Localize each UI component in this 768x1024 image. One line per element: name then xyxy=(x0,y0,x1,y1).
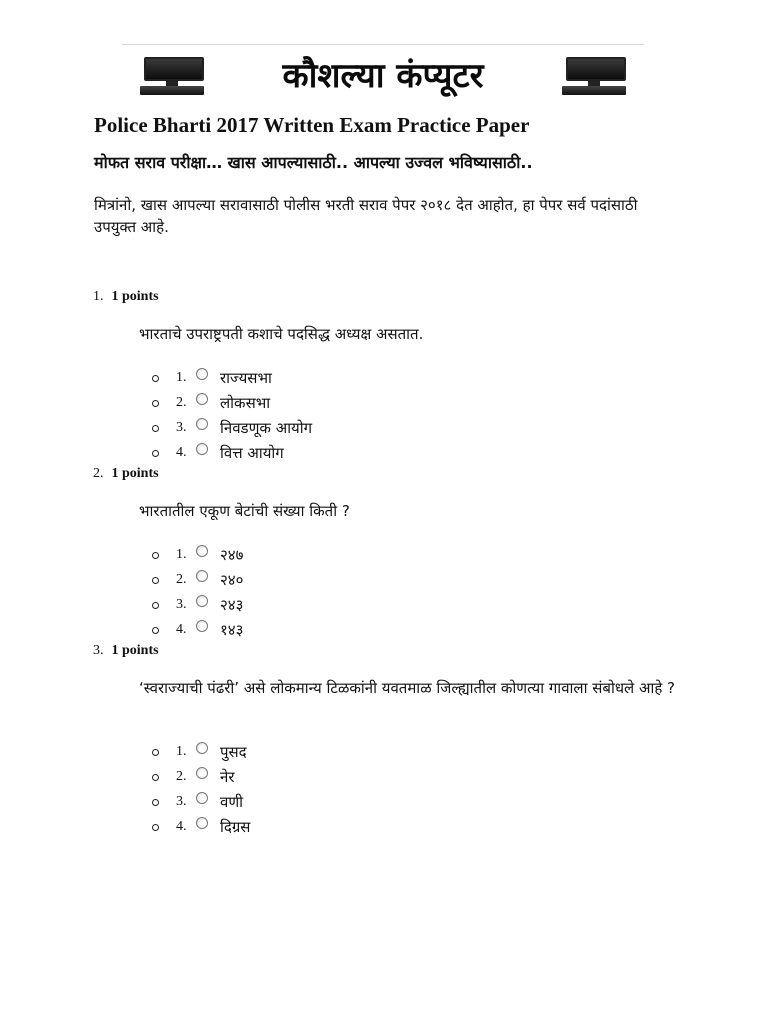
option-label[interactable]: २४० xyxy=(220,571,244,589)
option-number: 1. xyxy=(176,744,187,759)
option-label[interactable]: २४३ xyxy=(220,596,244,614)
question-text: ‘स्वराज्याची पंढरी’ असे लोकमान्य टिळकांनी यवतमाळ जिल्ह्यातील कोणत्या गावाला संबोधले आहे ? xyxy=(139,679,676,697)
bullet-icon xyxy=(152,627,159,634)
option-label[interactable]: १४३ xyxy=(220,621,244,639)
radio-button[interactable] xyxy=(196,742,208,754)
radio-button[interactable] xyxy=(196,443,208,455)
option-number: 2. xyxy=(176,395,187,410)
question-text: भारताचे उपराष्ट्रपती कशाचे पदसिद्ध अध्यक्ष असतात. xyxy=(139,325,424,343)
radio-button[interactable] xyxy=(196,620,208,632)
bullet-icon xyxy=(152,552,159,559)
option-number: 2. xyxy=(176,572,187,587)
option-number: 3. xyxy=(176,794,187,809)
question-points: 1 points xyxy=(111,466,159,481)
option-label[interactable]: पुसद xyxy=(220,743,247,761)
bullet-icon xyxy=(152,425,159,432)
computer-monitor-icon xyxy=(140,55,204,99)
question-points: 1 points xyxy=(111,643,159,658)
logo-text: कौशल्या कंप्यूटर xyxy=(282,56,484,96)
bullet-icon xyxy=(152,749,159,756)
option-number: 3. xyxy=(176,420,187,435)
option-number: 3. xyxy=(176,597,187,612)
bullet-icon xyxy=(152,824,159,831)
question-number: 3. xyxy=(93,643,104,658)
radio-button[interactable] xyxy=(196,817,208,829)
bullet-icon xyxy=(152,400,159,407)
question-text: भारतातील एकूण बेटांची संख्या किती ? xyxy=(139,502,350,520)
bullet-icon xyxy=(152,375,159,382)
option-label[interactable]: निवडणूक आयोग xyxy=(220,419,313,437)
option-number: 4. xyxy=(176,622,187,637)
question-number: 1. xyxy=(93,289,104,304)
question-header xyxy=(93,289,159,305)
bullet-icon xyxy=(152,799,159,806)
computer-monitor-icon xyxy=(562,55,626,99)
page-title: Police Bharti 2017 Written Exam Practice Paper xyxy=(94,113,530,137)
radio-button[interactable] xyxy=(196,545,208,557)
radio-button[interactable] xyxy=(196,418,208,430)
radio-button[interactable] xyxy=(196,767,208,779)
intro-paragraph: मित्रांनो, खास आपल्या सरावासाठी पोलीस भरती सराव पेपर २०१८ देत आहोत, हा पेपर सर्व पदांसाठी उपयुक्त आहे. xyxy=(94,196,638,236)
option-number: 4. xyxy=(176,445,187,460)
option-number: 4. xyxy=(176,819,187,834)
page-subtitle: मोफत सराव परीक्षा… खास आपल्यासाठी.. आपल्या उज्वल भविष्यासाठी.. xyxy=(94,153,533,172)
option-label[interactable]: लोकसभा xyxy=(220,394,271,412)
bullet-icon xyxy=(152,774,159,781)
question-points: 1 points xyxy=(111,289,159,304)
question-number: 2. xyxy=(93,466,104,481)
option-number: 1. xyxy=(176,547,187,562)
option-number: 1. xyxy=(176,370,187,385)
question-header xyxy=(93,466,159,482)
option-label[interactable]: नेर xyxy=(220,768,235,786)
option-label[interactable]: राज्यसभा xyxy=(220,369,272,387)
option-label[interactable]: २४७ xyxy=(220,546,244,564)
logo-banner xyxy=(122,44,644,107)
bullet-icon xyxy=(152,450,159,457)
question-header xyxy=(93,643,159,659)
bullet-icon xyxy=(152,577,159,584)
option-label[interactable]: दिग्रस xyxy=(220,818,251,836)
radio-button[interactable] xyxy=(196,570,208,582)
option-label[interactable]: वित्त आयोग xyxy=(220,444,284,462)
radio-button[interactable] xyxy=(196,368,208,380)
radio-button[interactable] xyxy=(196,393,208,405)
option-number: 2. xyxy=(176,769,187,784)
radio-button[interactable] xyxy=(196,792,208,804)
radio-button[interactable] xyxy=(196,595,208,607)
bullet-icon xyxy=(152,602,159,609)
option-label[interactable]: वणी xyxy=(220,793,244,811)
